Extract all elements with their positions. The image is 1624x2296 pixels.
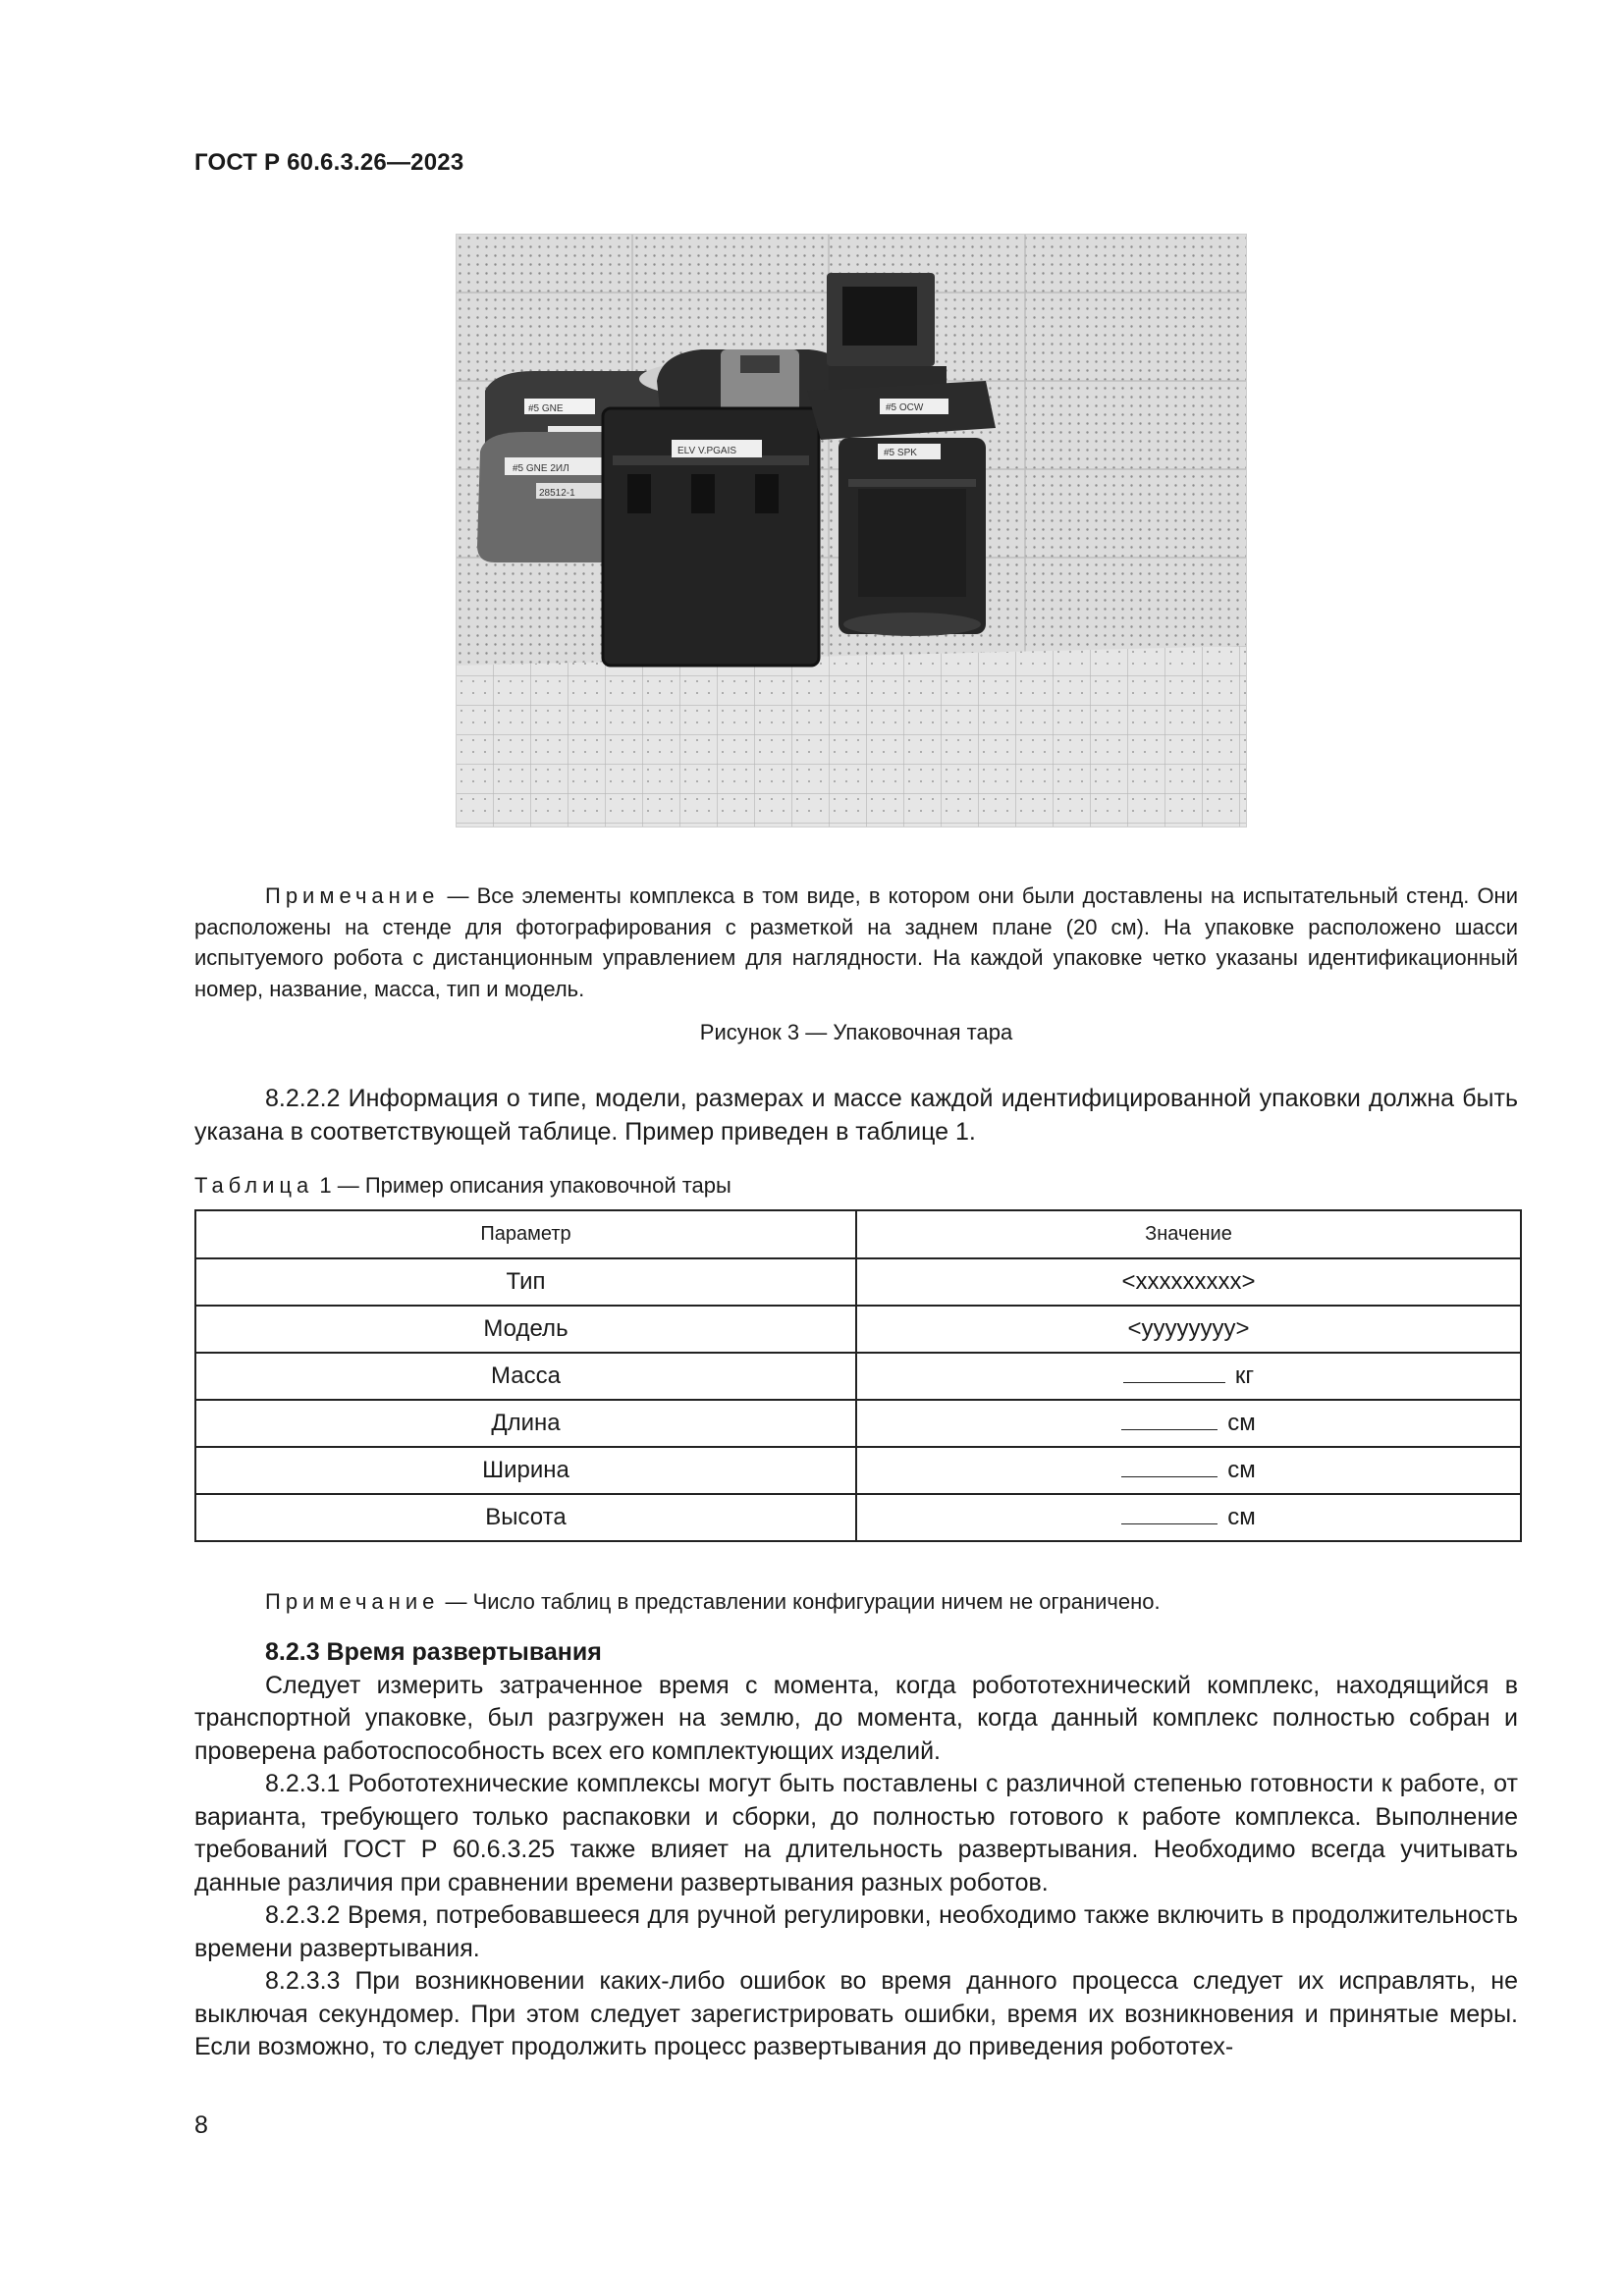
unit: кг bbox=[1234, 1362, 1255, 1389]
table-cell-param: Тип bbox=[195, 1258, 856, 1306]
table-caption-text: 1 — Пример описания упаковочной тары bbox=[313, 1173, 731, 1198]
label-serial: 28512-1 bbox=[539, 488, 575, 499]
table-cell-param: Масса bbox=[195, 1353, 856, 1400]
table-cell-param: Модель bbox=[195, 1306, 856, 1353]
table-row bbox=[195, 1400, 1521, 1447]
figure-note-text: — Все элементы комплекса в том виде, в котором они были доставлены на испытательный стенд. Они расположены на стенде для фотографирования с разметкой на заднем плане (20 см). На упаковке расположено шасси испытуемого робота с дистанционным управлением для наглядности. На каждой упаковке четко указаны идентификационный номер, название, масса, тип и модель. bbox=[194, 883, 1518, 1001]
table-cell-value bbox=[856, 1353, 1521, 1400]
blank-line bbox=[1123, 1362, 1225, 1383]
label-elv: ELV V.PGAIS bbox=[677, 446, 737, 456]
table-cell-value: <yyyyyyyy> bbox=[856, 1306, 1521, 1353]
paragraph-8-2-3-1: 8.2.3.1 Робототехнические комплексы могут быть поставлены с различной степенью готовности к работе, от варианта, требующего только распаковки и сборки, до полностью готового к работе комплекса. Выполнение требований ГОСТ Р 60.6.3.25 также влияет на длительность развертывания. Необходимо всегда учитывать данные различия при сравнении времени развертывания разных роботов. bbox=[194, 1770, 1518, 1896]
table-row bbox=[195, 1258, 1521, 1306]
table-header-param: Параметр bbox=[195, 1210, 856, 1258]
table-cell-param: Длина bbox=[195, 1400, 856, 1447]
blank-line bbox=[1121, 1410, 1218, 1430]
section-heading: 8.2.3 Время развертывания bbox=[265, 1638, 602, 1666]
unit: см bbox=[1227, 1410, 1256, 1436]
table-cell-param: Ширина bbox=[195, 1447, 856, 1494]
paragraph-8-2-3-2: 8.2.3.2 Время, потребовавшееся для ручной регулировки, необходимо также включить в продолжительность времени развертывания. bbox=[194, 1901, 1518, 1962]
table-caption bbox=[194, 1170, 731, 1201]
paragraph-8-2-2-2-text: 8.2.2.2 Информация о типе, модели, размерах и массе каждой идентифицированной упаковки должна быть указана в соответствующей таблице. Пример приведен в таблице 1. bbox=[194, 1085, 1518, 1146]
page-number: 8 bbox=[194, 2111, 208, 2139]
figure-note-label: Примечание bbox=[265, 883, 440, 908]
label-spk: #5 SPK bbox=[884, 448, 917, 458]
unit: см bbox=[1227, 1457, 1256, 1483]
table-cell-value bbox=[856, 1494, 1521, 1541]
packaging-table bbox=[194, 1209, 1522, 1542]
table-cell-value: <xxxxxxxxx> bbox=[856, 1258, 1521, 1306]
figure-note bbox=[194, 881, 1518, 1004]
packaging-photo bbox=[456, 234, 1247, 828]
label-gne-back: #5 GNE bbox=[528, 403, 564, 414]
unit: см bbox=[1227, 1504, 1256, 1530]
table-header-row bbox=[195, 1210, 1521, 1258]
table-row bbox=[195, 1306, 1521, 1353]
table-header-value: Значение bbox=[856, 1210, 1521, 1258]
paragraph-8-2-2-2 bbox=[194, 1083, 1518, 1148]
table-cell-value bbox=[856, 1447, 1521, 1494]
table-row bbox=[195, 1353, 1521, 1400]
table-row bbox=[195, 1494, 1521, 1541]
label-ocw: #5 OCW bbox=[886, 402, 924, 413]
table-note bbox=[194, 1586, 1518, 1618]
document-header: ГОСТ Р 60.6.3.26—2023 bbox=[194, 149, 464, 176]
table-note-label: Примечание bbox=[265, 1589, 440, 1614]
paragraph-8-2-3-3: 8.2.3.3 При возникновении каких-либо ошибок во время данного процесса следует их исправлять, не выключая секундомер. При этом следует зарегистрировать ошибки, время их возникновения и принятые меры. Если возможно, то следует продолжить процесс развертывания до приведения робототех- bbox=[194, 1967, 1518, 2060]
table-note-text: — Число таблиц в представлении конфигурации ничем не ограничено. bbox=[439, 1589, 1161, 1614]
table-row bbox=[195, 1447, 1521, 1494]
blank-line bbox=[1121, 1457, 1218, 1477]
table-caption-label: Таблица bbox=[194, 1173, 314, 1198]
label-gne-front: #5 GNE 2ИЛ bbox=[513, 463, 569, 474]
table-cell-param: Высота bbox=[195, 1494, 856, 1541]
table-cell-value bbox=[856, 1400, 1521, 1447]
blank-line bbox=[1121, 1504, 1218, 1524]
figure-caption: Рисунок 3 — Упаковочная тара bbox=[699, 1020, 1013, 1044]
section-8-2-3 bbox=[194, 1636, 1518, 2064]
section-paragraph: Следует измерить затраченное время с момента, когда робототехнический комплекс, находящийся в транспортной упаковке, был разгружен на землю, до момента, когда данный комплекс полностью собран и проверена работоспособность всех его комплектующих изделий. bbox=[194, 1671, 1518, 1765]
